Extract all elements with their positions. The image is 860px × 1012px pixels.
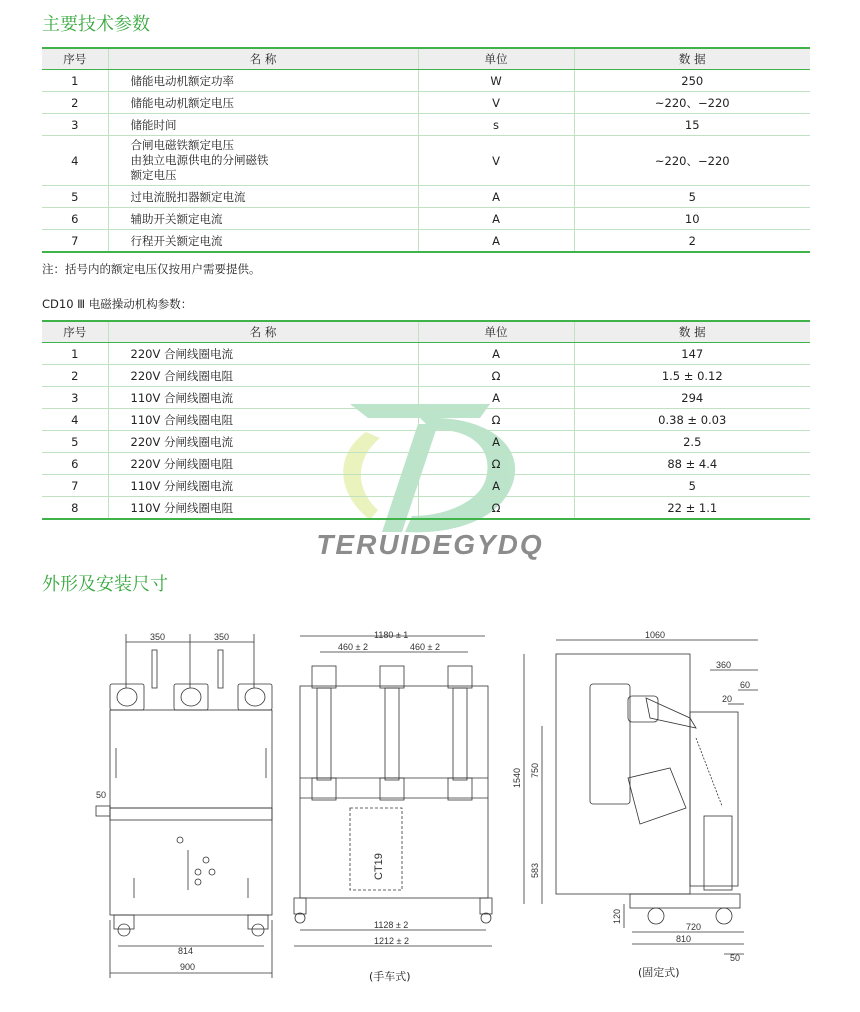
cell-unit: A — [418, 230, 574, 253]
cell-value: 10 — [574, 208, 810, 230]
cell-unit: Ω — [418, 409, 574, 431]
cell-unit: Ω — [418, 453, 574, 475]
cell-value: 22 ± 1.1 — [574, 497, 810, 520]
cell-unit: A — [418, 475, 574, 497]
caption-fixed: (固定式) — [638, 966, 680, 979]
table-row — [42, 365, 810, 387]
cell-no: 5 — [42, 431, 108, 453]
dim-label: 720 — [686, 922, 702, 932]
dim-label: 583 — [530, 862, 540, 878]
cell-no: 8 — [42, 497, 108, 520]
cell-value: 5 — [574, 475, 810, 497]
cell-value: 88 ± 4.4 — [574, 453, 810, 475]
cell-no: 7 — [42, 475, 108, 497]
cell-value: 250 — [574, 70, 810, 92]
ct19-label: CT19 — [373, 853, 385, 880]
spec-table-main — [42, 47, 810, 253]
cell-unit: s — [418, 114, 574, 136]
cell-no: 1 — [42, 70, 108, 92]
cell-unit: Ω — [418, 497, 574, 520]
cell-unit: A — [418, 431, 574, 453]
header-name: 名 称 — [108, 48, 418, 70]
dim-label: 460 ± 2 — [410, 642, 440, 652]
table-row — [42, 92, 810, 114]
cell-value: ~220、−220 — [574, 136, 810, 186]
table-row — [42, 186, 810, 208]
dim-label: 120 — [612, 908, 622, 924]
cell-value: 2.5 — [574, 431, 810, 453]
cell-value: 2 — [574, 230, 810, 253]
cell-name: 220V 合闸线圈电阻 — [108, 365, 418, 387]
cell-unit: A — [418, 208, 574, 230]
fixed-view-drawing — [510, 628, 775, 963]
spec-table-coil — [42, 320, 810, 520]
cell-no: 3 — [42, 387, 108, 409]
watermark-text: TERUIDEGYDQ — [316, 529, 544, 560]
subtable-title: CD10 Ⅲ 电磁操动机构参数： — [42, 297, 193, 311]
header-value: 数 据 — [574, 48, 810, 70]
cell-name: 行程开关额定电流 — [108, 230, 418, 253]
dim-label: 20 — [722, 694, 733, 704]
table-row — [42, 453, 810, 475]
table-header-row — [42, 321, 810, 343]
dim-label: 814 — [178, 946, 194, 956]
cell-unit: V — [418, 92, 574, 114]
name-line: 合闸电磁铁额定电压 — [130, 138, 234, 152]
cell-name: 110V 分闸线圈电阻 — [108, 497, 418, 520]
cell-unit: A — [418, 343, 574, 365]
dim-label: 50 — [730, 953, 741, 963]
cell-no: 3 — [42, 114, 108, 136]
front-view-drawing — [88, 628, 288, 983]
header-no: 序号 — [42, 48, 108, 70]
dim-label: 750 — [530, 762, 540, 778]
cell-no: 4 — [42, 136, 108, 186]
cell-no: 6 — [42, 453, 108, 475]
table-row — [42, 343, 810, 365]
cell-value: 1.5 ± 0.12 — [574, 365, 810, 387]
cell-name: 220V 分闸线圈电阻 — [108, 453, 418, 475]
cell-no: 7 — [42, 230, 108, 253]
header-name: 名 称 — [108, 321, 418, 343]
dim-label: 1060 — [645, 630, 666, 640]
table-row — [42, 136, 810, 186]
cell-name: 110V 合闸线圈电流 — [108, 387, 418, 409]
dim-label: 360 — [716, 660, 732, 670]
dim-label: 810 — [676, 934, 692, 944]
dim-label: 900 — [180, 962, 196, 972]
dim-label: 350 — [150, 632, 166, 642]
dim-label: 1540 — [512, 767, 522, 788]
cell-name: 储能电动机额定功率 — [108, 70, 418, 92]
table-note: 注：括号内的额定电压仅按用户需要提供。 — [42, 262, 261, 276]
cell-no: 2 — [42, 92, 108, 114]
table-row — [42, 387, 810, 409]
cell-unit: W — [418, 70, 574, 92]
header-unit: 单位 — [418, 321, 574, 343]
section-title-dimensions: 外形及安装尺寸 — [42, 574, 168, 595]
dim-label: 1128 ± 2 — [374, 920, 409, 930]
cell-name: 220V 合闸线圈电流 — [108, 343, 418, 365]
cell-no: 5 — [42, 186, 108, 208]
dim-label: 1180 ± 1 — [374, 630, 409, 640]
table-row — [42, 70, 810, 92]
cell-no: 4 — [42, 409, 108, 431]
cell-value: ~220、−220 — [574, 92, 810, 114]
cell-unit: V — [418, 136, 574, 186]
cell-no: 2 — [42, 365, 108, 387]
table-row — [42, 409, 810, 431]
cell-name: 储能时间 — [108, 114, 418, 136]
cell-value: 294 — [574, 387, 810, 409]
table-row — [42, 431, 810, 453]
header-value: 数 据 — [574, 321, 810, 343]
dim-label: 350 — [214, 632, 230, 642]
name-line: 额定电压 — [130, 168, 177, 182]
dim-label: 60 — [740, 680, 751, 690]
caption-trolley: (手车式) — [369, 970, 411, 983]
section-title-specs: 主要技术参数 — [42, 14, 150, 35]
cell-value: 0.38 ± 0.03 — [574, 409, 810, 431]
dim-label: 50 — [96, 790, 107, 800]
table-row — [42, 208, 810, 230]
cell-name-multiline — [108, 136, 418, 186]
table-row — [42, 114, 810, 136]
cell-value: 15 — [574, 114, 810, 136]
header-unit: 单位 — [418, 48, 574, 70]
dim-label: 1212 ± 2 — [374, 936, 409, 946]
name-line: 由独立电源供电的分闸磁铁 — [130, 153, 269, 167]
cell-unit: Ω — [418, 365, 574, 387]
cell-no: 1 — [42, 343, 108, 365]
trolley-view-drawing — [290, 628, 500, 958]
cell-unit: A — [418, 387, 574, 409]
cell-no: 6 — [42, 208, 108, 230]
table-row — [42, 475, 810, 497]
cell-name: 辅助开关额定电流 — [108, 208, 418, 230]
cell-unit: A — [418, 186, 574, 208]
cell-name: 110V 合闸线圈电阻 — [108, 409, 418, 431]
cell-name: 储能电动机额定电压 — [108, 92, 418, 114]
dim-label: 460 ± 2 — [338, 642, 368, 652]
table-header-row — [42, 48, 810, 70]
header-no: 序号 — [42, 321, 108, 343]
table-row — [42, 230, 810, 253]
cell-name: 过电流脱扣器额定电流 — [108, 186, 418, 208]
cell-name: 110V 分闸线圈电流 — [108, 475, 418, 497]
cell-value: 5 — [574, 186, 810, 208]
cell-name: 220V 分闸线圈电流 — [108, 431, 418, 453]
cell-value: 147 — [574, 343, 810, 365]
table-row — [42, 497, 810, 520]
